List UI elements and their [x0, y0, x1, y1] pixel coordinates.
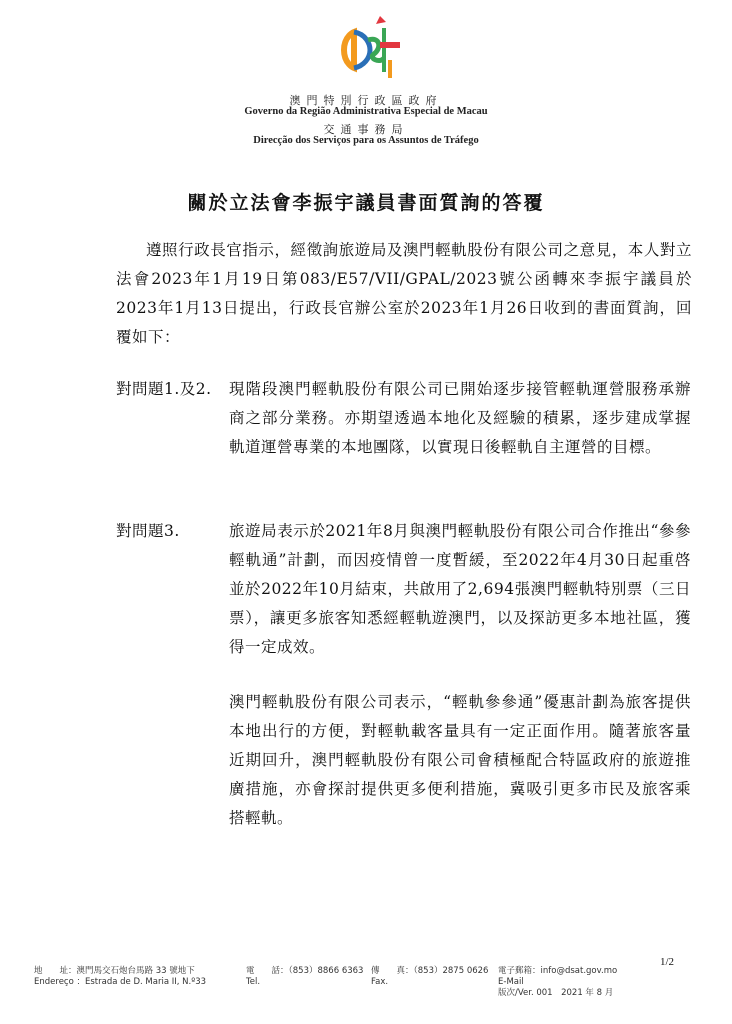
- tel-number: （853）8866 6363: [288, 966, 364, 976]
- intro-paragraph: 遵照行政長官指示，經徵詢旅遊局及澳門輕軌股份有限公司之意見，本人對立法會2023年1月19日第083/E57/VII/GPAL/2023號公函轉來李振宇議員於2023年1月13日提出，行政長官辦公室於2023年1月26日收到的書面質詢，回覆如下：: [116, 241, 692, 346]
- address-label-pt: Endereço ：: [34, 977, 85, 987]
- dsat-logo: [340, 14, 404, 84]
- footer-email: [498, 966, 617, 999]
- department-name-pt: Direcção dos Serviços para os Assuntos de Tráfego: [253, 135, 479, 146]
- footer-address: [34, 966, 206, 988]
- question-1-2-answer: 現階段澳門輕軌股份有限公司已開始逐步接管輕軌運營服務承辦商之部分業務。亦期望透過本地化及經驗的積累，逐步建成掌握軌道運營專業的本地團隊，以實現日後輕軌自主運營的目標。: [229, 380, 691, 456]
- page-number: 1/2: [660, 956, 675, 968]
- email-label-zh: 電子郵箱：: [498, 966, 541, 976]
- email-label-pt: E-Mail: [498, 977, 524, 987]
- address-pt: Estrada de D. Maria II, N.º33: [85, 977, 207, 987]
- fax-number: （853）2875 0626: [413, 966, 489, 976]
- question-3-answer-continued: 澳門輕軌股份有限公司表示，“輕軌參參通”優惠計劃為旅客提供本地出行的方便，對輕軌載客量具有一定正面作用。隨著旅客量近期回升，澳門輕軌股份有限公司會積極配合特區政府的旅遊推廣措施，亦會探討提供更多便利措施，冀吸引更多市民及旅客乘搭輕軌。: [229, 693, 691, 827]
- question-3-label: 對問題3.: [116, 522, 180, 540]
- address-label-zh: 地 址：: [34, 966, 77, 976]
- email-address: info@dsat.gov.mo: [540, 966, 618, 976]
- footer-telephone: [246, 966, 363, 988]
- question-1-2-label: 對問題1.及2.: [116, 380, 212, 398]
- footer-fax: [371, 966, 488, 988]
- address-zh: 澳門馬交石炮台馬路 33 號地下: [76, 966, 195, 976]
- government-name-zh: 澳門特別行政區政府: [289, 94, 443, 107]
- page-title: 關於立法會李振宇議員書面質詢的答覆: [187, 192, 545, 214]
- department-name-zh: 交通事務局: [323, 123, 409, 136]
- fax-label-pt: Fax.: [371, 977, 389, 987]
- tel-label-zh: 電 話：: [246, 966, 289, 976]
- tel-label-pt: Tel.: [246, 977, 261, 987]
- government-name-pt: Governo da Região Administrativa Especial de Macau: [244, 106, 488, 117]
- fax-label-zh: 傳 真：: [371, 966, 414, 976]
- question-3-answer: 旅遊局表示於2021年8月與澳門輕軌股份有限公司合作推出“參參輕軌通”計劃，而因疫情曾一度暫緩，至2022年4月30日起重啓並於2022年10月結束，共啟用了2,694張澳門輕軌特別票（三日票），讓更多旅客知悉經輕軌遊澳門，以及探訪更多本地社區，獲得一定成效。: [229, 522, 691, 656]
- version-info: 版次/Ver. 001 2021 年 8 月: [498, 988, 614, 998]
